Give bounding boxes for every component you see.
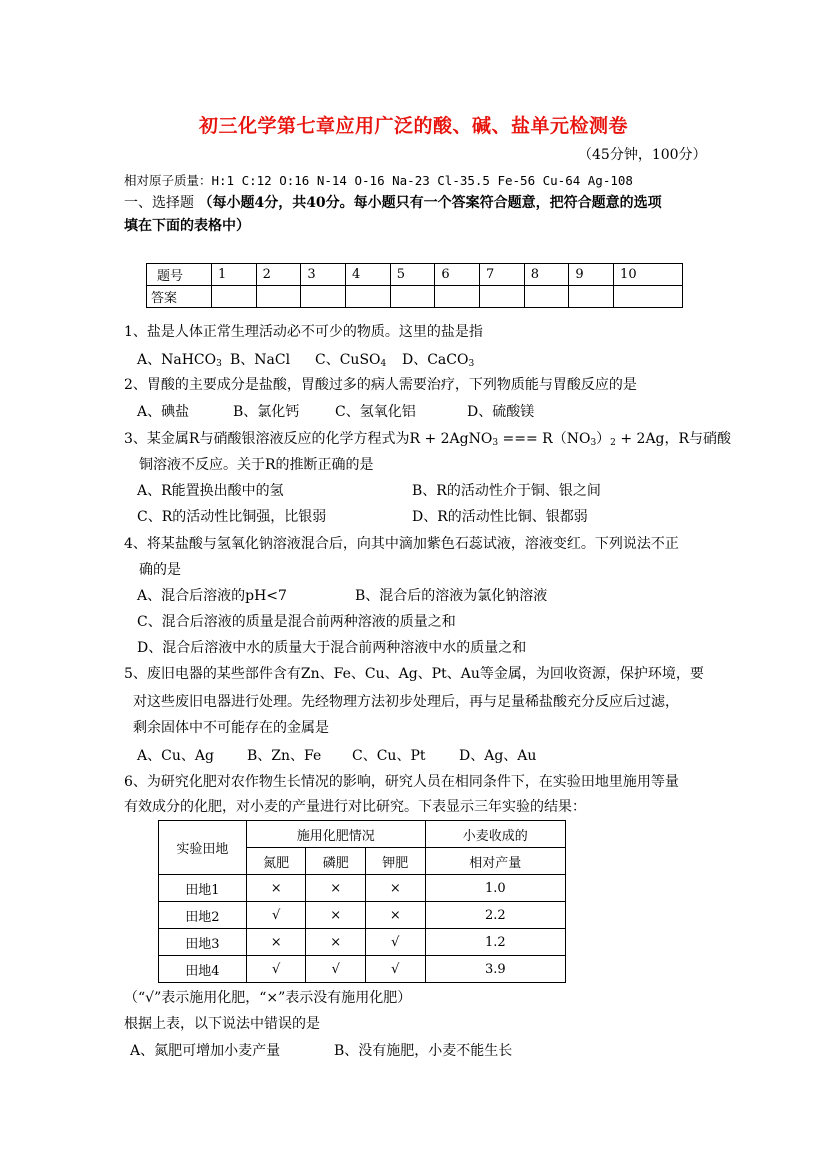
relative-yield: 3.9 [425,956,565,983]
question-1-option-d: D、CaCO$_3$ [402,352,475,369]
answer-table-row-numbers [147,264,683,286]
potassium-mark: × [366,875,426,902]
nitrogen-mark: × [246,875,306,902]
question-2-option-d: D、硫酸镁 [467,404,535,420]
question-6-stem-line1: 6、为研究化肥对农作物生长情况的影响，研究人员在相同条件下，在实验田地里施用等量 [124,774,679,790]
section1-instruction: （每小题4分，共40分。每小题只有一个答案符合题意，把符合题意的选项 [198,195,662,211]
section1-title: 一、选择题 [124,195,199,211]
answer-table-label: 答案 [147,286,212,308]
potassium-mark: √ [366,956,426,983]
answer-table-number: 9 [569,264,614,286]
answer-table-number: 1 [212,264,257,286]
answer-table-row-answers [147,286,683,308]
experiment-table [158,820,566,983]
nitrogen-mark: √ [246,956,306,983]
potassium-mark: × [366,902,426,929]
header-phosphorus: 磷肥 [306,848,366,875]
question-4-option-c: C、混合后溶液的质量是混合前两种溶液的质量之和 [137,614,456,630]
phosphorus-mark: √ [306,956,366,983]
potassium-mark: √ [366,929,426,956]
answer-cell[interactable] [390,286,435,308]
question-2-stem: 2、胃酸的主要成分是盐酸，胃酸过多的病人需要治疗，下列物质能与胃酸反应的是 [124,377,637,393]
phosphorus-mark: × [306,929,366,956]
answer-cell[interactable] [212,286,257,308]
question-1-option-c: C、CuSO$_4$ [315,352,387,369]
table-row [159,902,566,929]
section1-instruction-cont: 填在下面的表格中） [124,218,250,234]
answer-cell[interactable] [569,286,614,308]
field-name: 田地3 [159,929,247,956]
answer-table-number: 8 [524,264,569,286]
answer-table-number: 6 [435,264,480,286]
answer-table [146,263,683,308]
question-5-option-a: A、Cu、Ag [137,748,214,764]
header-field: 实验田地 [159,821,247,875]
header-nitrogen: 氮肥 [246,848,306,875]
question-4-stem-line2: 确的是 [139,562,181,578]
question-4-stem-line1: 4、将某盐酸与氢氧化钠溶液混合后，向其中滴加紫色石蕊试液，溶液变红。下列说法不正 [124,536,679,552]
answer-cell[interactable] [524,286,569,308]
field-name: 田地1 [159,875,247,902]
table-row [159,929,566,956]
table-row [159,875,566,902]
question-4-option-a: A、混合后溶液的pH<7 [137,588,287,604]
header-yield-line1: 小麦收成的 [425,821,565,848]
nitrogen-mark: √ [246,902,306,929]
question-1-stem: 1、盐是人体正常生理活动必不可少的物质。这里的盐是指 [124,324,483,340]
answer-cell[interactable] [614,286,683,308]
answer-table-label: 题号 [147,264,212,286]
field-name: 田地2 [159,902,247,929]
header-yield-line2: 相对产量 [425,848,565,875]
question-5-option-c: C、Cu、Pt [352,748,426,764]
relative-yield: 1.2 [425,929,565,956]
question-6-stem-line2: 有效成分的化肥，对小麦的产量进行对比研究。下表显示三年实验的结果： [124,799,586,815]
answer-cell[interactable] [346,286,391,308]
page-title: 初三化学第七章应用广泛的酸、碱、盐单元检测卷 [198,115,628,137]
question-5-stem-line3: 剩余固体中不可能存在的金属是 [133,720,329,736]
question-2-option-a: A、碘盐 [137,404,190,420]
table-row [159,956,566,983]
question-6-note: （“√”表示施用化肥，“×”表示没有施用化肥） [124,990,412,1006]
field-name: 田地4 [159,956,247,983]
header-potassium: 钾肥 [366,848,426,875]
answer-table-number: 5 [390,264,435,286]
question-4-option-b: B、混合后的溶液为氯化钠溶液 [355,588,548,604]
header-fertilizer: 施用化肥情况 [246,821,425,848]
section1-heading [124,193,662,213]
answer-cell[interactable] [301,286,346,308]
answer-table-number: 10 [614,264,683,286]
question-1-option-b: B、NaCl [230,352,291,368]
question-3-option-d: D、R的活动性比铜、银都弱 [412,509,588,525]
question-2-option-b: B、氯化钙 [233,404,300,420]
atomic-masses: 相对原子质量：H:1 C:12 O:16 N-14 O-16 Na-23 Cl-35.5 Fe-56 Cu-64 Ag-108 [124,173,633,188]
question-6-question: 根据上表，以下说法中错误的是 [124,1016,320,1032]
question-2-option-c: C、氢氧化铝 [335,404,416,420]
question-3-option-a: A、R能置换出酸中的氢 [137,483,284,499]
question-3-option-b: B、R的活动性介于铜、银之间 [412,483,601,499]
time-score: （45分钟，100分） [578,147,707,163]
experiment-table-header [159,821,566,848]
answer-cell[interactable] [435,286,480,308]
question-5-option-d: D、Ag、Au [459,748,537,764]
question-5-stem-line1: 5、废旧电器的某些部件含有Zn、Fe、Cu、Ag、Pt、Au等金属，为回收资源，保护环境，要 [124,666,704,682]
nitrogen-mark: × [246,929,306,956]
phosphorus-mark: × [306,902,366,929]
question-3-option-c: C、R的活动性比铜强，比银弱 [137,509,327,525]
relative-yield: 2.2 [425,902,565,929]
relative-yield: 1.0 [425,875,565,902]
question-4-option-d: D、混合后溶液中水的质量大于混合前两种溶液中水的质量之和 [137,640,527,656]
answer-table-number: 3 [301,264,346,286]
question-6-option-a: A、氮肥可增加小麦产量 [130,1043,281,1059]
answer-table-number: 4 [346,264,391,286]
question-5-stem-line2: 对这些废旧电器进行处理。先经物理方法初步处理后，再与足量稀盐酸充分反应后过滤， [133,694,679,710]
question-1-option-a: A、NaHCO$_3$ [137,352,222,369]
answer-table-number: 2 [256,264,301,286]
question-3-stem-line1: 3、某金属R与硝酸银溶液反应的化学方程式为R + 2AgNO$_3$ === $R(NO_3)_2 + 2Ag$，R与硝酸 [124,431,732,448]
phosphorus-mark: × [306,875,366,902]
answer-cell[interactable] [256,286,301,308]
question-6-option-b: B、没有施肥，小麦不能生长 [334,1043,513,1059]
answer-cell[interactable] [480,286,525,308]
question-5-option-b: B、Zn、Fe [247,748,322,764]
answer-table-number: 7 [480,264,525,286]
question-3-stem-line2: 铜溶液不反应。关于R的推断正确的是 [139,457,374,473]
